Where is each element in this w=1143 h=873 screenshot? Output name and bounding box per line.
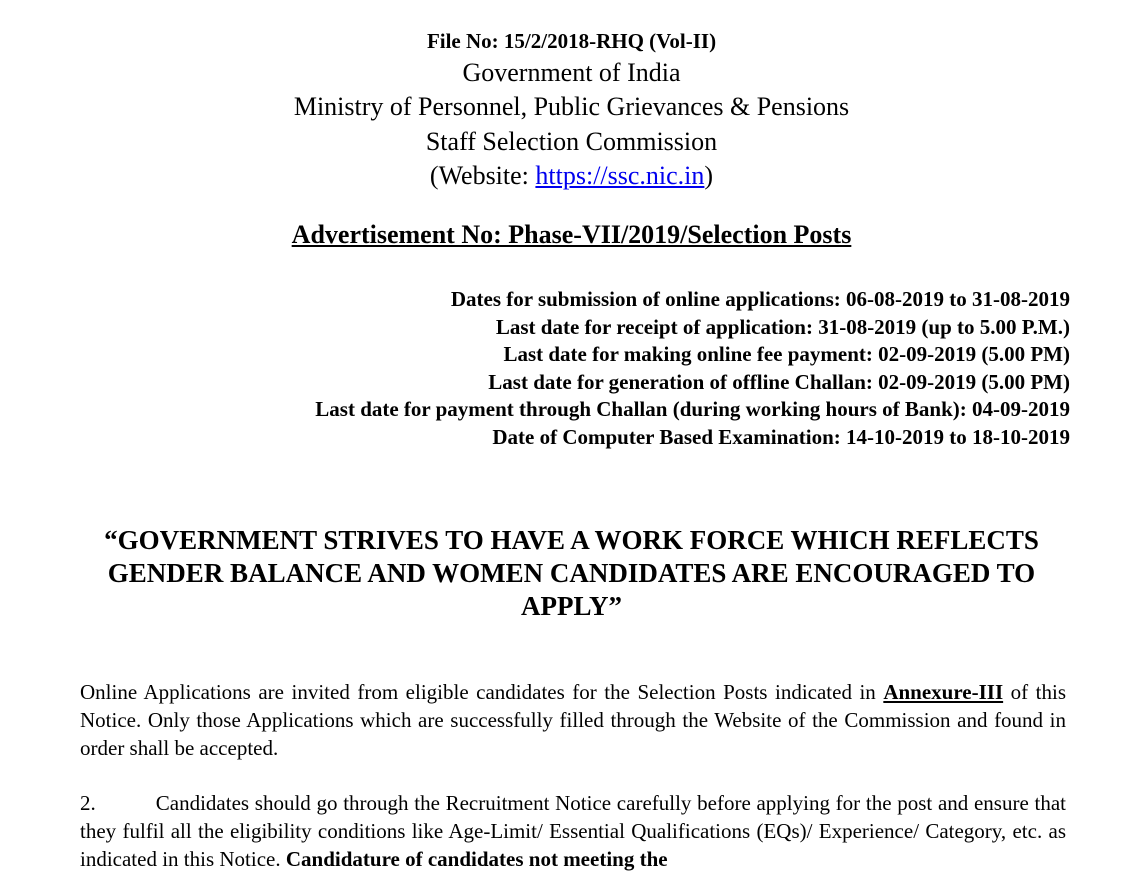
date-line: Last date for payment through Challan (during working hours of Bank): 04-09-2019 [315,397,1070,422]
advertisement-title: Advertisement No: Phase-VII/2019/Selection Posts [291,220,852,249]
file-number: File No: 15/2/2018-RHQ (Vol-II) [426,29,717,53]
government-heading: Government of India [462,58,681,87]
date-line: Last date for generation of offline Challan: 02-09-2019 (5.00 PM) [488,369,1070,394]
date-line: Last date for making online fee payment: 02-09-2019 (5.00 PM) [503,342,1070,367]
paragraph-text: Online Applications are invited from eligible candidates for the Selection Posts indicated in [80,680,884,704]
paragraph-intro [80,678,1066,762]
paragraph-bold-text: Candidature of candidates not meeting the [285,847,668,871]
date-line: Dates for submission of online applications: 06-08-2019 to 31-08-2019 [450,287,1070,311]
paragraph-text: Candidates should go through the Recruitment Notice carefully before applying for the post and ensure that they fulfil all the eligibility conditions like Age-Limit/ Essential Qualifications (EQs)/ Experience/ Category, etc. as indicated in this Notice. [80,791,1066,871]
annexure-link[interactable]: Annexure-III [883,680,1004,704]
paragraph-text: of this Notice. Only those Applications which are successfully filled through the Website of the Commission and found in order shall be accepted. [80,680,1066,760]
commission-heading: Staff Selection Commission [425,127,718,156]
gender-balance-slogan [0,524,1143,623]
advertisement-number [0,220,1143,250]
website-line [0,161,1143,191]
website-prefix: (Website: [429,161,536,190]
website-suffix: ) [704,161,714,190]
paragraph-number: 2. [80,791,96,815]
slogan-line: GENDER BALANCE AND WOMEN CANDIDATES ARE ENCOURAGED TO [107,558,1036,588]
date-line: Last date for receipt of application: 31-08-2019 (up to 5.00 P.M.) [495,314,1070,339]
date-line: Date of Computer Based Examination: 14-10-2019 to 18-10-2019 [492,424,1070,449]
ministry-heading: Ministry of Personnel, Public Grievances & Pensions [293,92,850,121]
slogan-line: APPLY” [520,591,622,621]
website-link[interactable]: https://ssc.nic.in [535,161,705,190]
slogan-line: “GOVERNMENT STRIVES TO HAVE A WORK FORCE WHICH REFLECTS [104,525,1039,555]
important-dates [315,286,1070,452]
paragraph-2 [80,789,1066,873]
